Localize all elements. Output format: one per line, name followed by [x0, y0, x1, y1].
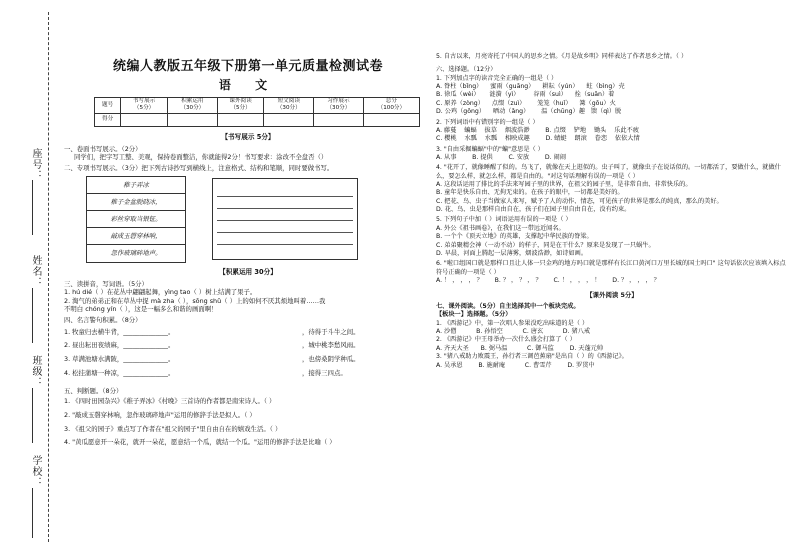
option-line[interactable]: A. 沙僧 B. 孙悟空 C. 唐玄 D. 猪八戒 [436, 328, 591, 336]
judgment-item: 4. "黄瓜愿意开一朵花，就开一朵花，愿意结一个瓜，就结一个瓜。"运用的修辞手法是比喻（ ） [64, 438, 336, 447]
option-line[interactable]: A. 这段话运用了排比的手法来写园子里的世界，在祖父的园子里，是非常自由、非常快乐的。 [436, 181, 692, 189]
fill-in-block [64, 325, 432, 385]
binding-gutter [0, 0, 64, 550]
score-header-cell: 习作展示 （30分） [314, 97, 364, 113]
question-heading: 二、专项书写展示。（3分）把下列古诗抄写到横线上，注意格式、结构和笔顺，同时要做书写。 [64, 164, 334, 172]
question-heading: 四、名言警句积累。（8分） [64, 316, 142, 325]
writing-line[interactable] [217, 185, 353, 197]
option-line[interactable]: A. 齐天大圣 B. 弼马温 C. 御马监 D. 天蓬元帅 [436, 344, 604, 352]
question-text: 2. 下列词语中有错别字的一组是（ ） [436, 118, 539, 126]
score-header-cell: 积累运用 （30分） [168, 97, 218, 113]
question-text: 1. 《西游记》中，第一次唱人参果没吃出味道的是（ ） [436, 319, 589, 327]
option-line[interactable]: B. 徐瓜（wèi） 涟漪（yì） 谷雨（suì） 拴（suān）着 [436, 91, 615, 99]
poem-line: 敲成玉磬穿林响， [87, 228, 185, 245]
score-header-cell: 课外阅读 （5分） [217, 97, 264, 113]
option-line[interactable]: A. 脊柱（bǐng） 蜜雨（guāng） 耕耘（yún） 蛀（bìng）壳 [436, 83, 625, 91]
poem-copy-area [64, 176, 432, 262]
option-line[interactable]: B. 一个个《顶天立地》的英雄，支撑起中华民族的脊梁。 [436, 233, 593, 241]
question-heading: 七、课外阅读。（5分）自主选择其中一个板块完成。 [436, 302, 580, 310]
fill-line[interactable]: 3. 草满池塘水满陂，______________。 [64, 355, 175, 364]
question-text: 2. 淘气的弟弟正和在草丛中捉 mà zha（ ），sōng shǔ（ ）上的如何不厌其烦地叫着……我 [64, 296, 326, 305]
writing-line[interactable] [217, 221, 353, 233]
question-heading: 一、卷面书写展示。（2分） [64, 144, 142, 153]
question-heading: 五、判断题。（8分） [64, 386, 123, 395]
score-cell[interactable] [264, 113, 314, 126]
option-line[interactable]: A. 从事 B. 提供 C. 安放 D. 闹闹 [436, 153, 566, 161]
question-heading: 六、选择题。（12分） [436, 66, 497, 74]
poem-line: 彩丝穿取当银钲。 [87, 211, 185, 228]
writing-line[interactable] [217, 197, 353, 209]
score-header-cell: 书写展示 （5分） [121, 97, 168, 113]
option-line[interactable]: D. 早晨，河面上腾起一层薄雾，烟波浩渺，如诗如画。 [436, 249, 588, 257]
fill-line[interactable]: ，待得于斗牛之间。 [302, 327, 360, 336]
exam-subject: 语 文 [218, 77, 278, 92]
score-table [94, 97, 420, 127]
fill-line[interactable]: 2. 昼出耘田夜绩麻，______________。 [64, 341, 175, 350]
score-cell[interactable] [121, 113, 168, 126]
poem-line: 忽作玻璃碎地声。 [110, 248, 162, 257]
poem-title: 稚子弄冰 [87, 177, 185, 194]
score-cell[interactable] [314, 113, 364, 126]
option-line[interactable]: C. 樱桃 水瓢 水瓢 相映成趣 D. 蜻蜓 朗滚 眷恋 依依大情 [436, 135, 640, 143]
judgment-item: 3. 《祖父的园子》重点写了作者在"祖父的园子"里自由自在的嬉戏生活。（ ） [64, 424, 282, 433]
question-text: 2. 《西游记》中王母举办一次什么盛会打算了（ ） [436, 336, 576, 344]
option-line[interactable]: A. 外公《祖书画卷》，在我们这一带远近闻名。 [436, 224, 565, 232]
question-text: 同学们，把字写工整、美观，保持卷面整洁，你就能得2分！书写要求：涂改不全盘否（） [74, 153, 328, 162]
binding-dashed-line [48, 12, 49, 542]
score-value-row [95, 113, 420, 126]
class-label: 班级： [30, 355, 41, 388]
class-blank[interactable] [32, 388, 33, 443]
question-text: 6. "啦口组国口就是那样口且让人体一只金鸡的地方吗口就是那样有长江口黄河口万里长城的国土吗口" 这句话依次应该填入标点符号正确的一项是（ ） [436, 260, 786, 276]
writing-grid[interactable] [212, 178, 358, 260]
score-header-row [95, 97, 420, 113]
writing-line[interactable] [217, 209, 353, 221]
score-cell[interactable] [168, 113, 218, 126]
block-heading: 【板块一】选择题。（5分） [436, 311, 512, 319]
section-heading-accumulation: 【积累运用 30分】 [219, 267, 277, 276]
option-line[interactable]: B. 童年是快乐自由、无拘无束的。在孩子的眼中，一切都是美好的。 [436, 189, 624, 197]
poem-box [86, 176, 186, 263]
section-heading-writing: 【书写展示 5分】 [221, 132, 275, 141]
number-label: 座号： [30, 148, 41, 181]
school-blank[interactable] [32, 488, 33, 538]
option-line[interactable]: A. 藤蔓 蝙蝠 拔草 烟波浩渺 B. 点缀 铲地 锄头 乐此不疲 [436, 126, 639, 134]
left-column [64, 0, 432, 447]
name-label: 姓名： [30, 255, 41, 288]
option-line[interactable]: C. 原养（zòng） 点缀（zuì） 笼笼（huǐ） 篝（gōu）火 [436, 99, 616, 107]
question-text: 4. "花开了，就像睡醒了似的。鸟飞了，就像在天上逛似的。虫子叫了，就像虫子在说话似的。一切都活了，要做什么，就做什么，要怎么样，就怎么样，都是自由的。"对这句话理解有误的一项是（ ） [436, 164, 781, 180]
fill-line[interactable]: ，城中桃李愁风雨。 [302, 341, 360, 350]
option-line[interactable]: C. 弟弟聚精会神（一动不动）的样子，同是在干什么？原来是发现了一只蜗牛。 [436, 241, 655, 249]
score-header-cell: 题号 [95, 97, 121, 113]
score-row-label: 得分 [95, 113, 121, 126]
option-line[interactable]: A. 吴承恩 B. 施耐庵 C. 曹雪芹 D. 罗贯中 [436, 361, 595, 369]
number-blank[interactable] [32, 180, 33, 235]
writing-line[interactable] [217, 233, 353, 245]
option-line[interactable]: D. 公鸡（gōng） 晒动（ǎng） 温（chūng）趣 馈（qì）脱 [436, 108, 622, 116]
fill-line[interactable]: 1. 牧童归去横牛背，______________。 [64, 327, 175, 336]
question-text: 3. "猪八戒助力败震王，孙行者三调芭蕉扇"是出自（ ）的《西游记》。 [436, 353, 628, 361]
fill-line[interactable]: 4. 松挂蒲塘一种凉，______________。 [64, 368, 175, 377]
exam-title: 统编人教版五年级下册第一单元质量检测试卷 [112, 59, 383, 74]
question-text: 1. 下列加点字的读音完全正确的一组是（ ） [436, 74, 558, 82]
fill-line[interactable]: ，也傍桑阴学种瓜。 [302, 355, 360, 364]
right-column [436, 0, 788, 370]
score-header-cell: 总分 （100分） [363, 97, 419, 113]
school-label: 学校： [30, 455, 41, 488]
question-text: 3. "自由采掘蝙蝠"中的"蝙"意思是（ ） [436, 145, 544, 153]
judgment-item: 5. 自古以来，月亮寄托了中国人的思乡之情。《月是故乡明》同样表达了作者思乡之情。（ ） [436, 53, 688, 60]
question-text: 1. hú dié（ ）在花丛中翩翩起舞，yìng tao（ ）树上结满了果子。 [64, 288, 257, 297]
score-cell[interactable] [217, 113, 264, 126]
judgment-item: 2. "敲成玉磬穿林响，忽作玻璃碎地声"运用的修辞手法是拟人。（ ） [64, 411, 256, 420]
poem-line: 稚子金盆脱晓冰， [87, 194, 185, 211]
option-line[interactable]: C. 把花、鸟、虫子当做家人来写，赋予了人的动作、情态，可见孩子的世界是那么的纯真，那么的美好。 [436, 197, 723, 205]
option-line[interactable]: D. 花、鸟、虫是那样自由自在，孩子们在园子里自由自在，没有约束。 [436, 206, 631, 214]
judgment-item: 1. 《四时田园杂兴》《稚子弄冰》《村晚》三首诗的作者都是南宋诗人。（ ） [64, 397, 276, 406]
question-text: 不明白 chóng yín（ ），这是一幅多么和谐的画面啊！ [64, 305, 218, 314]
section-heading-reading: 【课外阅读 5分】 [586, 291, 638, 300]
question-text: 5. 下列句子中加（ ）词语运用有误的一项是（ ） [436, 216, 572, 224]
question-heading: 三、读拼音，写词语。（5分） [64, 279, 148, 288]
fill-line[interactable]: ，接得三四点。 [302, 368, 347, 377]
score-header-cell: 短文阅读 （30分） [264, 97, 314, 113]
score-cell[interactable] [363, 113, 419, 126]
option-line[interactable]: A. ！ ， ， ， ？ B. ？ ， ？ ， ？ C. ！ ， ， ， ！ D. ？ ， ， ， ？ [436, 276, 660, 284]
name-blank[interactable] [32, 288, 33, 343]
